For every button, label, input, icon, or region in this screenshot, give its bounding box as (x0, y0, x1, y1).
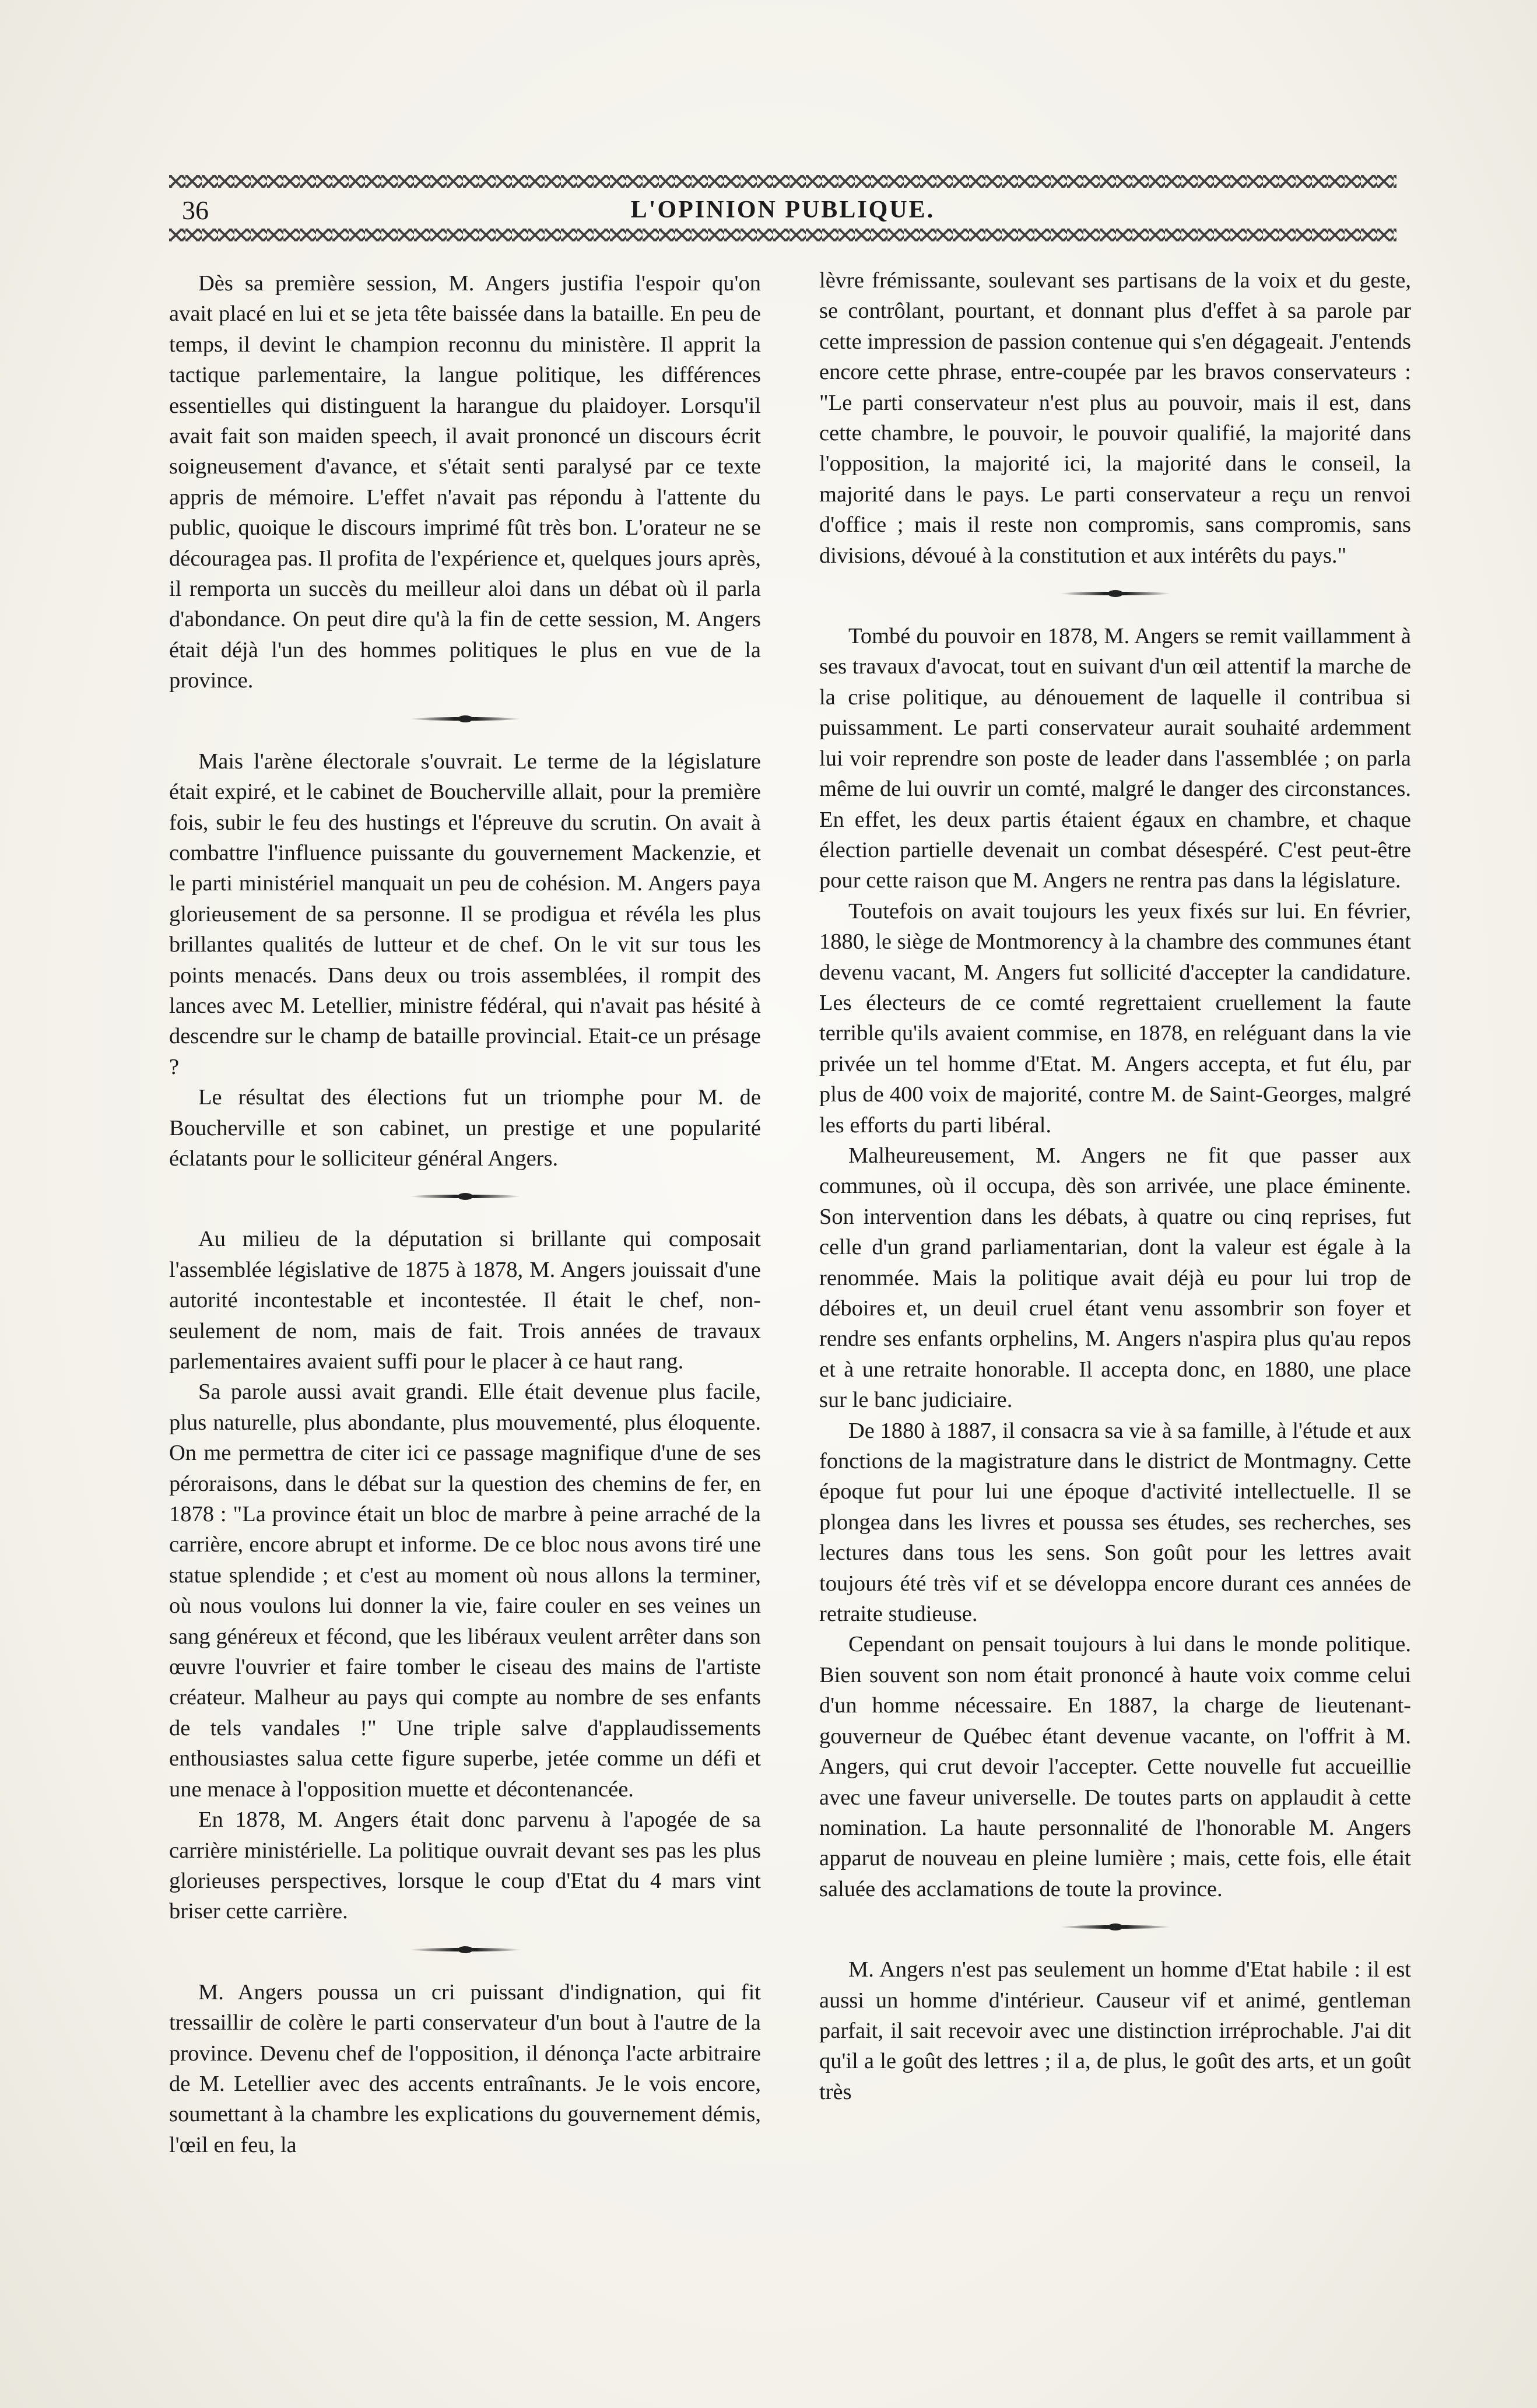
paragraph: En 1878, M. Angers était donc parvenu à l'apogée de sa carrière ministérielle. La politique ouvrait devant ses pas les plus glorieuses perspectives, lorsque le coup d'Etat du 4 mars vint briser cette carrière. (169, 1807, 761, 1924)
section-divider (819, 1912, 1411, 1942)
section-divider (819, 579, 1411, 608)
page-header (169, 192, 1396, 227)
paragraph: Toutefois on avait toujours les yeux fixés sur lui. En février, 1880, le siège de Montmorency à la chambre des communes étant devenu vacant, M. Angers fut sollicité d'accepter la candidature. Les électeurs de ce comté regrettaient cruellement la faute terrible qu'ils avaient commise, en 1878, en reléguant dans la vie privée un tel homme d'Etat. M. Angers accepta, et fut élu, par plus de 400 voix de majorité, contre M. de Saint-Georges, malgré les efforts du parti libéral. (819, 898, 1411, 1138)
section-divider (169, 1935, 761, 1964)
paragraph: lèvre frémissante, soulevant ses partisans de la voix et du geste, se contrôlant, pourtant, et donnant plus d'effet à sa parole par cette impression de passion contenue qui s'en dégageait. J'entends encore cette phrase, entre-coupée par les bravos conservateurs : "Le parti conservateur n'est plus au pouvoir, mais il est, dans cette chambre, le pouvoir, le pouvoir qualifié, la majorité dans l'opposition, la majorité ici, la majorité dans le conseil, la majorité dans le pays. Le parti conservateur a reçu un renvoi d'office ; mais il reste non compromis, sans compromis, sans divisions, dévoué à la constitution et aux intérêts du pays." (819, 268, 1411, 568)
section-divider (169, 704, 761, 733)
paragraph: Tombé du pouvoir en 1878, M. Angers se remit vaillamment à ses travaux d'avocat, tout en suivant d'un œil attentif la marche de la crise politique, au dénouement de laquelle il contribua si puissamment. Le parti conservateur aurait souhaité ardemment lui voir reprendre son poste de leader dans l'assemblée ; on parla même de lui ouvrir un comté, malgré le danger des circonstances. En effet, les deux partis étaient égaux en chambre, et chaque élection partielle devenait un combat désespéré. C'est peut-être pour cette raison que M. Angers ne rentra pas dans la législature. (819, 624, 1411, 893)
paragraph: M. Angers poussa un cri puissant d'indignation, qui fit tressaillir de colère le parti conservateur d'un bout à l'autre de la province. Devenu chef de l'opposition, il dénonça l'acte arbitraire de M. Letellier avec des accents entraînants. Je le vois encore, soumettant à la chambre les explications du gouvernement démis, l'œil en feu, la (169, 1979, 761, 2157)
paragraph: Dès sa première session, M. Angers justifia l'espoir qu'on avait placé en lui et se jeta tête baissée dans la bataille. En peu de temps, il devint le champion reconnu du ministère. Il apprit la tactique parlementaire, la langue politique, les différences essentielles qui distinguent la harangue du plaidoyer. Lorsqu'il avait fait son maiden speech, il avait prononcé un discours écrit soigneusement d'avance, et s'était senti paralysé par ce texte appris de mémoire. L'effet n'avait pas répondu à l'attente du public, quoique le discours imprimé fût très bon. L'orateur ne se découragea pas. Il profita de l'expérience et, quelques jours après, il remporta un succès du meilleur aloi dans un débat où il parla d'abondance. On peut dire qu'à la fin de cette session, M. Angers était déjà l'un des hommes politiques le plus en vue de la province. (169, 271, 761, 693)
paragraph: Sa parole aussi avait grandi. Elle était devenue plus facile, plus naturelle, plus abondante, plus mouvementé, plus éloquente. On me permettra de citer ici ce passage magnifique d'une de ses péroraisons, dans le débat sur la question des chemins de fer, en 1878 : "La province était un bloc de marbre à peine arraché de la carrière, encore abrupt et informe. De ce bloc nous avons tiré une statue splendide ; et c'est au moment où nous allons la terminer, où nous voulons lui donner la vie, faire couler en ses veines un sang généreux et fécond, que les libéraux veulent arrêter dans son œuvre l'ouvrier et faire tomber le ciseau des mains de l'artiste créateur. Malheur au pays qui compte au nombre de ses enfants de tels vandales !" Une triple salve d'applaudissements enthousiastes salua cette figure superbe, jetée comme un défi et une menace à l'opposition muette et décontenancée. (169, 1379, 761, 1802)
header-ornament-top (169, 175, 1396, 188)
header-ornament-bottom (169, 229, 1396, 241)
paragraph: De 1880 à 1887, il consacra sa vie à sa famille, à l'étude et aux fonctions de la magistrature dans le district de Montmagny. Cette époque fut pour lui une époque d'activité intellectuelle. Il se plongea dans les livres et poussa ses études, ses recherches, ses lectures dans tous les sens. Son goût pour les lettres avait toujours été très vif et se développa encore durant ces années de retraite studieuse. (819, 1418, 1411, 1627)
paragraph: Malheureusement, M. Angers ne fit que passer aux communes, où il occupa, dès son arrivée, une place éminente. Son intervention dans les débats, à quatre ou cinq reprises, fut celle d'un grand parliamentarian, dont la valeur est égale à la renommée. Mais la politique avait déjà eu pour lui trop de déboires et, un deuil cruel étant venu assombrir son foyer et rendre ses enfants orphelins, M. Angers n'aspira plus qu'au repos et à une retraite honorable. Il accepta donc, en 1880, une place sur le banc judiciaire. (819, 1143, 1411, 1413)
paragraph: Cependant on pensait toujours à lui dans le monde politique. Bien souvent son nom était prononcé à haute voix comme celui d'un homme nécessaire. En 1887, la charge de lieutenant-gouverneur de Québec étant devenue vacante, on l'offrit à M. Angers, qui crut devoir l'accepter. Cette nouvelle fut accueillie avec une faveur universelle. De toutes parts on applaudit à cette nomination. La haute personnalité de l'honorable M. Angers apparut de nouveau en pleine lumière ; mais, cette fois, elle était saluée des acclamations de toute la province. (819, 1632, 1411, 1901)
paragraph: Au milieu de la députation si brillante qui composait l'assemblée législative de 1875 à 1878, M. Angers jouissait d'une autorité incontestable et incontestée. Il était le chef, non-seulement de nom, mais de fait. Trois années de travaux parlementaires avaient suffi pour le placer à ce haut rang. (169, 1227, 761, 1374)
paragraph: Le résultat des élections fut un triomphe pour M. de Boucherville et son cabinet, un prestige et une popularité éclatants pour le solliciteur général Angers. (169, 1085, 761, 1171)
section-divider (169, 1182, 761, 1211)
page-number: 36 (182, 195, 209, 225)
paragraph: M. Angers n'est pas seulement un homme d'Etat habile : il est aussi un homme d'intérieur. Causeur vif et animé, gentleman parfait, il sait recevoir avec une distinction irréprochable. J'ai dit qu'il a le goût des lettres ; il a, de plus, le goût des arts, et un goût très (819, 1957, 1411, 2104)
right-column (819, 265, 1411, 2107)
running-title: L'OPINION PUBLIQUE. (630, 196, 935, 223)
left-column (169, 268, 761, 2160)
paragraph: Mais l'arène électorale s'ouvrait. Le terme de la législature était expiré, et le cabinet de Boucherville allait, pour la première fois, subir le feu des hustings et l'épreuve du scrutin. On avait à combattre l'influence puissante du gouvernement Mackenzie, et le parti ministériel manquait un peu de cohésion. M. Angers paya glorieusement de sa personne. Il se prodigua et révéla les plus brillantes qualités de lutteur et de chef. On le vit sur tous les points menacés. Dans deux ou trois assemblées, il rompit des lances avec M. Letellier, ministre fédéral, qui n'avait pas hésité à descendre sur le champ de bataille provincial. Etait-ce un présage ? (169, 749, 761, 1079)
